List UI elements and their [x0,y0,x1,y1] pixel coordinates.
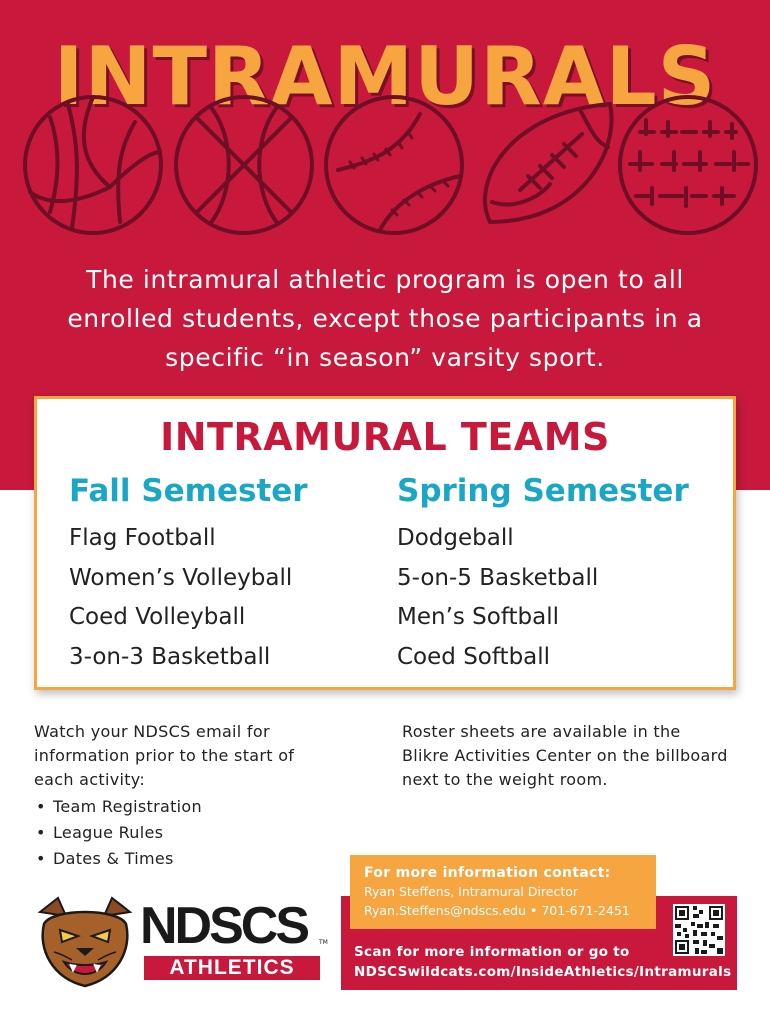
football-icon [485,104,612,222]
spring-sport-item: 5-on-5 Basketball [397,564,599,591]
email-note-text: Watch your NDSCS email for information prior to the start of each activity: [34,722,295,789]
list-item [34,820,334,846]
contact-name: Ryan Steffens, Intramural Director [364,884,579,899]
scan-line: Scan for more information or go to [354,944,630,960]
fall-semester-heading: Fall Semester [69,473,308,509]
list-item [34,846,334,872]
baseball-icon [326,97,462,233]
intramural-teams-panel [34,396,736,690]
sports-balls-row [20,92,760,238]
fall-sport-item: 3-on-3 Basketball [69,643,271,670]
volleyball-icon [25,97,161,233]
contact-box [350,855,656,929]
spring-sport-item: Dodgeball [397,525,514,551]
page-title: INTRAMURALS [53,30,717,123]
wildcat-mascot-icon [32,894,138,990]
logo-trademark: TM [319,939,328,946]
list-item-label: Team Registration [53,797,202,816]
ndscs-athletics-logo [32,894,332,990]
contact-heading: For more information contact: [364,865,611,881]
spring-semester-heading: Spring Semester [397,473,689,509]
email-note-list [34,794,334,872]
teams-title: INTRAMURAL TEAMS [160,415,610,459]
contact-email-phone[interactable]: Ryan.Steffens@ndscs.edu • 701-671-2451 [364,903,630,918]
fall-sport-item: Women’s Volleyball [69,564,293,591]
email-note [34,720,334,872]
scan-url-link[interactable]: NDSCSwildcats.com/InsideAthletics/Intramurals [354,964,732,980]
list-item-label: Dates & Times [53,849,174,868]
scan-text [354,942,732,982]
basketball-icon [176,97,312,233]
wiffle-ball-icon [620,97,756,233]
qr-code-icon[interactable] [673,904,725,956]
list-item-label: League Rules [53,823,164,842]
spring-sport-item: Men’s Softball [397,604,560,630]
spring-sport-item: Coed Softball [397,643,551,670]
fall-sport-item: Coed Volleyball [69,604,246,630]
logo-wordmark: NDSCS [140,897,308,955]
list-item [34,794,334,820]
program-intro: The intramural athletic program is open to all enrolled students, except those participants in a specific “in season” varsity sport. [67,265,703,372]
fall-semester-column [69,473,389,677]
roster-note: Roster sheets are available in the Blikre Activities Center on the billboard next to the weight room. [402,722,728,789]
logo-athletics-label: ATHLETICS [144,956,320,980]
fall-sport-item: Flag Football [69,525,216,551]
spring-semester-column [397,473,717,677]
